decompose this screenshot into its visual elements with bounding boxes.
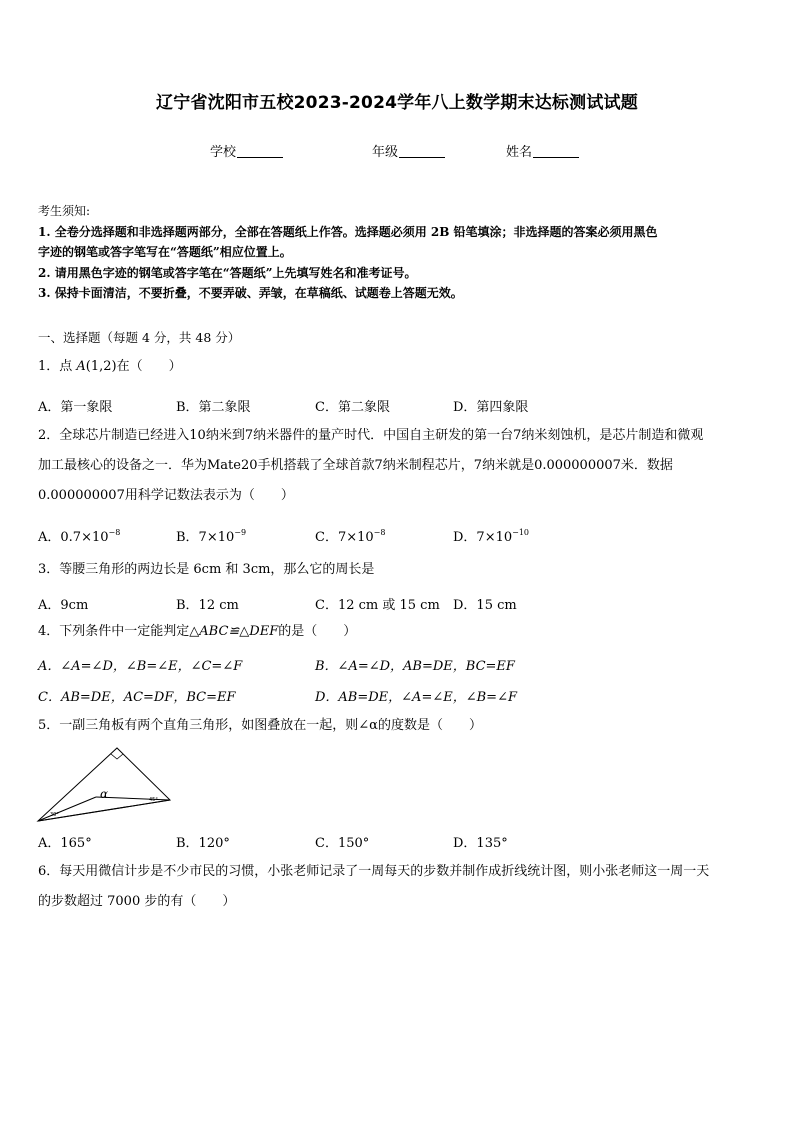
angle-45-label: 45° (149, 797, 158, 803)
q4-option-b: B．∠A=∠D，AB=DE，BC=EF (315, 659, 515, 674)
q3-option-c: C．12 cm 或 15 cm (315, 598, 440, 613)
q1-suffix: 在（ ） (116, 359, 182, 374)
school-blank (237, 144, 283, 158)
q2-option-a (38, 526, 120, 545)
q1-option-b: B．第二象限 (176, 400, 251, 415)
q3-option-a: A．9cm (38, 598, 89, 613)
q6-line: 6．每天用微信计步是不少市民的习惯，小张老师记录了一周每天的步数并制作成折线统计图，则小张老师这一周一天 (38, 864, 710, 879)
q3-option-d: D．15 cm (453, 598, 517, 613)
q2-b-base: B．7×10 (176, 530, 235, 545)
name-field (506, 141, 579, 160)
section-heading: 一、选择题（每题 4 分，共 48 分） (38, 330, 241, 345)
q2-line: 2．全球芯片制造已经进入10纳米到7纳米器件的量产时代．中国自主研发的第一台7纳米刻蚀机，是芯片制造和微观 (38, 428, 704, 443)
q1-option-c: C．第二象限 (315, 400, 390, 415)
q2-b-exp: −9 (234, 528, 247, 537)
q1-option-a: A．第一象限 (38, 400, 113, 415)
q4-triangles: △ABC≌△DEF (189, 624, 279, 639)
q4-option-c: C．AB=DE，AC=DF，BC=EF (38, 690, 236, 705)
question-5: 5．一副三角板有两个直角三角形，如图叠放在一起，则∠α的度数是（ ） (38, 718, 482, 733)
page-title: 辽宁省沈阳市五校2023-2024学年八上数学期末达标测试试题 (156, 93, 638, 113)
q2-line: 0.000000007用科学记数法表示为（ ） (38, 488, 294, 503)
q5-option-b: B．120° (176, 836, 230, 851)
q1-option-d: D．第四象限 (453, 400, 529, 415)
question-4 (38, 617, 758, 647)
q4-option-d: D．AB=DE，∠A=∠E，∠B=∠F (315, 690, 517, 705)
notice-heading: 考生须知: (38, 204, 91, 218)
q2-c-base: C．7×10 (315, 530, 374, 545)
triangle-30-edge (38, 797, 96, 821)
q4-option-a: A．∠A=∠D，∠B=∠E，∠C=∠F (38, 659, 243, 674)
q1-point: A (76, 359, 86, 374)
q2-c-exp: −8 (373, 528, 386, 537)
school-label: 学校 (210, 145, 237, 160)
notice-block (38, 201, 758, 304)
q2-a-exp: −8 (108, 528, 121, 537)
q2-option-d (453, 526, 529, 545)
triangle-figure (36, 745, 176, 823)
school-field (210, 141, 283, 160)
q2-a-base: A．0.7×10 (38, 530, 109, 545)
q6-line: 的步数超过 7000 步的有（ ） (38, 894, 236, 909)
angle-30-label: 30° (50, 812, 59, 818)
notice-line: 3. 保持卡面清洁，不要折叠，不要弄破、弄皱，在草稿纸、试题卷上答题无效。 (38, 286, 463, 300)
q4-prefix: 4．下列条件中一定能判定 (38, 624, 190, 639)
question-3: 3．等腰三角形的两边长是 6cm 和 3cm，那么它的周长是 (38, 562, 375, 577)
q2-d-base: D．7×10 (453, 530, 513, 545)
alpha-label: α (100, 787, 109, 801)
q2-line: 加工最核心的设备之一．华为Mate20手机搭载了全球首款7纳米制程芯片，7纳米就是0.000000007米．数据 (38, 458, 673, 473)
question-6 (38, 857, 758, 917)
q1-prefix: 1．点 (38, 359, 77, 374)
q3-option-b: B．12 cm (176, 598, 239, 613)
name-blank (533, 144, 579, 158)
q1-coord: (1,2) (85, 359, 117, 374)
q5-option-a: A．165° (38, 836, 92, 851)
grade-field (372, 141, 445, 160)
right-angle-mark (111, 754, 123, 759)
grade-label: 年级 (372, 145, 399, 160)
q2-option-b (176, 526, 246, 545)
notice-line: 2. 请用黑色字迹的钢笔或答字笔在“答题纸”上先填写姓名和准考证号。 (38, 265, 417, 280)
notice-line: 字迹的钢笔或答字笔写在“答题纸”相应位置上。 (38, 245, 292, 259)
q5-option-d: D．135° (453, 836, 508, 851)
q2-option-c (315, 526, 385, 545)
grade-blank (399, 144, 445, 158)
notice-line: 1. 全卷分选择题和非选择题两部分，全部在答题纸上作答。选择题必须用 2B 铅笔填涂；非选择题的答案必须用黑色 (38, 224, 658, 239)
q4-suffix: 的是（ ） (278, 624, 357, 639)
q2-d-exp: −10 (512, 528, 530, 537)
name-label: 姓名 (506, 145, 533, 160)
question-1 (38, 352, 758, 382)
q5-option-c: C．150° (315, 836, 370, 851)
question-2 (38, 421, 758, 511)
